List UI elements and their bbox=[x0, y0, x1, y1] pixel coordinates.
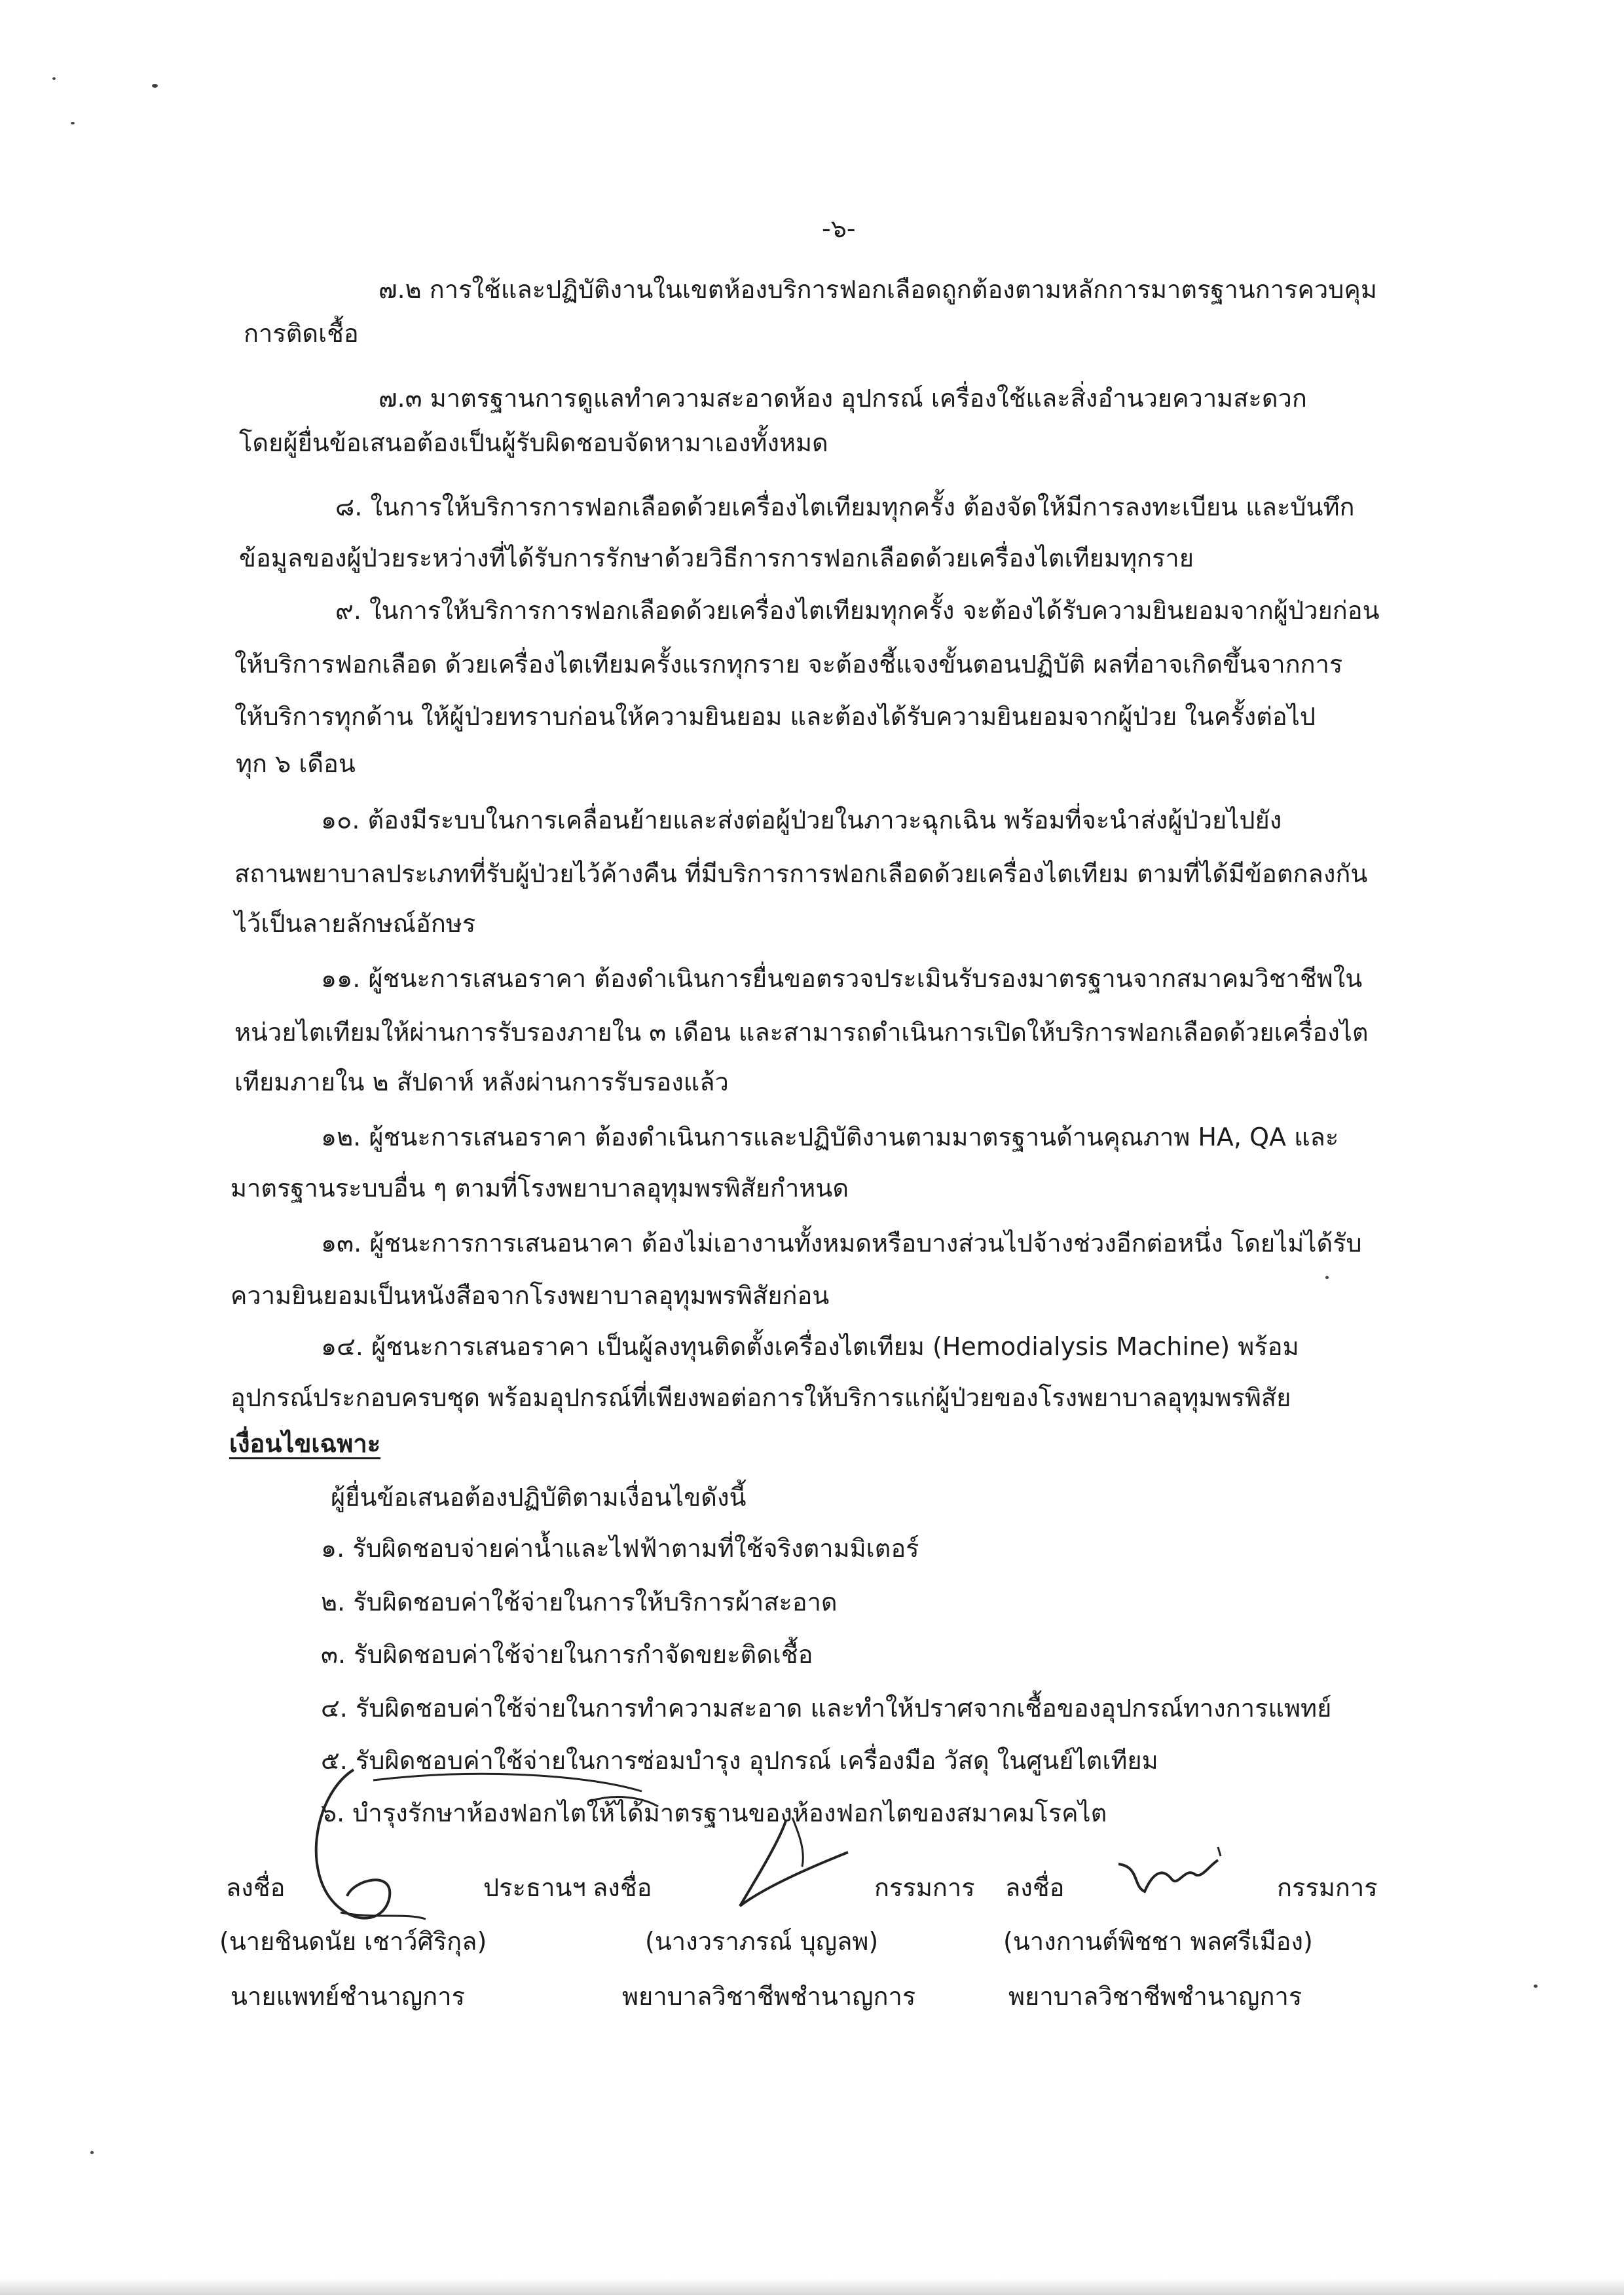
text-line: ข้อมูลของผู้ป่วยระหว่างที่ได้รับการรักษาด้วยวิธีการการฟอกเลือดด้วยเครื่องไตเทียมทุกราย bbox=[239, 544, 1194, 572]
scan-edge-shadow bbox=[0, 2278, 1624, 2295]
scan-speck bbox=[1534, 1985, 1538, 1988]
signer-name: (นางกานต์พิชชา พลศรีเมือง) bbox=[1003, 1927, 1313, 1956]
text-line: ๘. ในการให้บริการการฟอกเลือดด้วยเครื่องไตเทียมทุกครั้ง ต้องจัดให้มีการลงทะเบียน และบันทึก bbox=[335, 493, 1355, 521]
text-line: ๙. ในการให้บริการการฟอกเลือดด้วยเครื่องไตเทียมทุกครั้ง จะต้องได้รับความยินยอมจากผู้ป่วยก่อน bbox=[335, 596, 1380, 625]
signer-role: กรรมการ bbox=[874, 1873, 975, 1902]
text-line: ๗.๓ มาตรฐานการดูแลทำความสะอาดห้อง อุปกรณ์ เครื่องใช้และสิ่งอำนวยความสะดวก bbox=[378, 384, 1307, 413]
special-conditions-heading: เงื่อนไขเฉพาะ bbox=[229, 1429, 381, 1458]
signer-position: นายแพทย์ชำนาญการ bbox=[231, 1982, 466, 2011]
text-line: ๗.๒ การใช้และปฏิบัติงานในเขตห้องบริการฟอกเลือดถูกต้องตามหลักการมาตรฐานการควบคุม bbox=[378, 275, 1377, 304]
text-line: ๑๒. ผู้ชนะการเสนอราคา ต้องดำเนินการและปฏิบัติงานตามมาตรฐานด้านคุณภาพ HA, QA และ bbox=[321, 1123, 1339, 1151]
signer-role: กรรมการ bbox=[1277, 1873, 1378, 1902]
text-line: ๑๑. ผู้ชนะการเสนอราคา ต้องดำเนินการยื่นขอตรวจประเมินรับรองมาตรฐานจากสมาคมวิชาชีพใน bbox=[321, 964, 1363, 993]
text-line: ให้บริการฟอกเลือด ด้วยเครื่องไตเทียมครั้งแรกทุกราย จะต้องชี้แจงขั้นตอนปฏิบัติ ผลที่อาจเกิดขึ้นจากการ bbox=[234, 650, 1343, 679]
signer-role: ประธานฯ bbox=[483, 1873, 586, 1902]
scan-speck bbox=[90, 2151, 94, 2154]
list-item: ๑. รับผิดชอบจ่ายค่าน้ำและไฟฟ้าตามที่ใช้จริงตามมิเตอร์ bbox=[321, 1534, 919, 1563]
text-line: หน่วยไตเทียมให้ผ่านการรับรองภายใน ๓ เดือน และสามารถดำเนินการเปิดให้บริการฟอกเลือดด้วยเครื่องไต bbox=[234, 1018, 1369, 1047]
list-item: ๒. รับผิดชอบค่าใช้จ่ายในการให้บริการผ้าสะอาด bbox=[321, 1588, 838, 1616]
sign-label: ลงชื่อ bbox=[1005, 1873, 1065, 1902]
text-line: ให้บริการทุกด้าน ให้ผู้ป่วยทราบก่อนให้ความยินยอม และต้องได้รับความยินยอมจากผู้ป่วย ในครั้งต่อไป bbox=[234, 702, 1316, 731]
text-line: เทียมภายใน ๒ สัปดาห์ หลังผ่านการรับรองแล้ว bbox=[234, 1068, 729, 1096]
text-line: ความยินยอมเป็นหนังสือจากโรงพยาบาลอุทุมพรพิสัยก่อน bbox=[231, 1281, 830, 1310]
text-line: โดยผู้ยื่นข้อเสนอต้องเป็นผู้รับผิดชอบจัดหามาเองทั้งหมด bbox=[239, 428, 828, 457]
signature-scribble-3 bbox=[1113, 1840, 1231, 1899]
scan-speck bbox=[1325, 1276, 1329, 1279]
signature-scribble-1 bbox=[275, 1755, 668, 1952]
page-number: -๖- bbox=[822, 214, 856, 243]
text-line: ทุก ๖ เดือน bbox=[236, 749, 356, 778]
signer-position: พยาบาลวิชาชีพชำนาญการ bbox=[622, 1982, 916, 2011]
sign-label: ลงชื่อ bbox=[226, 1873, 286, 1902]
list-item: ๖. บำรุงรักษาห้องฟอกไตให้ได้มาตรฐานของห้องฟอกไตของสมาคมโรคไต bbox=[321, 1799, 1107, 1827]
scan-speck bbox=[71, 122, 75, 124]
list-item: ๕. รับผิดชอบค่าใช้จ่ายในการซ่อมบำรุง อุปกรณ์ เครื่องมือ วัสดุ ในศูนย์ไตเทียม bbox=[321, 1746, 1158, 1775]
list-item: ๔. รับผิดชอบค่าใช้จ่ายในการทำความสะอาด และทำให้ปราศจากเชื้อของอุปกรณ์ทางการแพทย์ bbox=[321, 1694, 1332, 1723]
text-line: สถานพยาบาลประเภทที่รับผู้ป่วยไว้ค้างคืน ที่มีบริการการฟอกเลือดด้วยเครื่องไตเทียม ตามที่ได้มีข้อตกลงกัน bbox=[234, 859, 1368, 888]
text-line: ไว้เป็นลายลักษณ์อักษร bbox=[234, 909, 476, 938]
signer-position: พยาบาลวิชาชีพชำนาญการ bbox=[1008, 1982, 1302, 2011]
text-line: ๑๐. ต้องมีระบบในการเคลื่อนย้ายและส่งต่อผู้ป่วยในภาวะฉุกเฉิน พร้อมที่จะนำส่งผู้ป่วยไปยัง bbox=[321, 806, 1282, 834]
scan-speck bbox=[52, 77, 56, 80]
list-item: ๓. รับผิดชอบค่าใช้จ่ายในการกำจัดขยะติดเชื้อ bbox=[321, 1640, 813, 1669]
signature-scribble-2 bbox=[707, 1814, 858, 1919]
sign-label: ลงชื่อ bbox=[593, 1873, 652, 1902]
text-line: ๑๓. ผู้ชนะการการเสนอนาคา ต้องไม่เอางานทั้งหมดหรือบางส่วนไปจ้างช่วงอีกต่อหนึ่ง โดยไม่ได้รับ bbox=[321, 1229, 1362, 1258]
text-line: ๑๔. ผู้ชนะการเสนอราคา เป็นผู้ลงทุนติดตั้งเครื่องไตเทียม (Hemodialysis Machine) พร้อม bbox=[321, 1332, 1299, 1361]
text-line: การติดเชื้อ bbox=[244, 319, 359, 348]
signer-name: (นายชินดนัย เชาว์ศิริกุล) bbox=[219, 1927, 487, 1956]
text-line: อุปกรณ์ประกอบครบชุด พร้อมอุปกรณ์ที่เพียงพอต่อการให้บริการแก่ผู้ป่วยของโรงพยาบาลอุทุมพรพิสัย bbox=[231, 1383, 1291, 1412]
signer-name: (นางวราภรณ์ บุญลพ) bbox=[645, 1927, 879, 1956]
text-line: มาตรฐานระบบอื่น ๆ ตามที่โรงพยาบาลอุทุมพรพิสัยกำหนด bbox=[231, 1174, 849, 1203]
scan-speck bbox=[152, 84, 158, 88]
special-conditions-intro: ผู้ยื่นข้อเสนอต้องปฏิบัติตามเงื่อนไขดังนี้ bbox=[331, 1483, 747, 1512]
